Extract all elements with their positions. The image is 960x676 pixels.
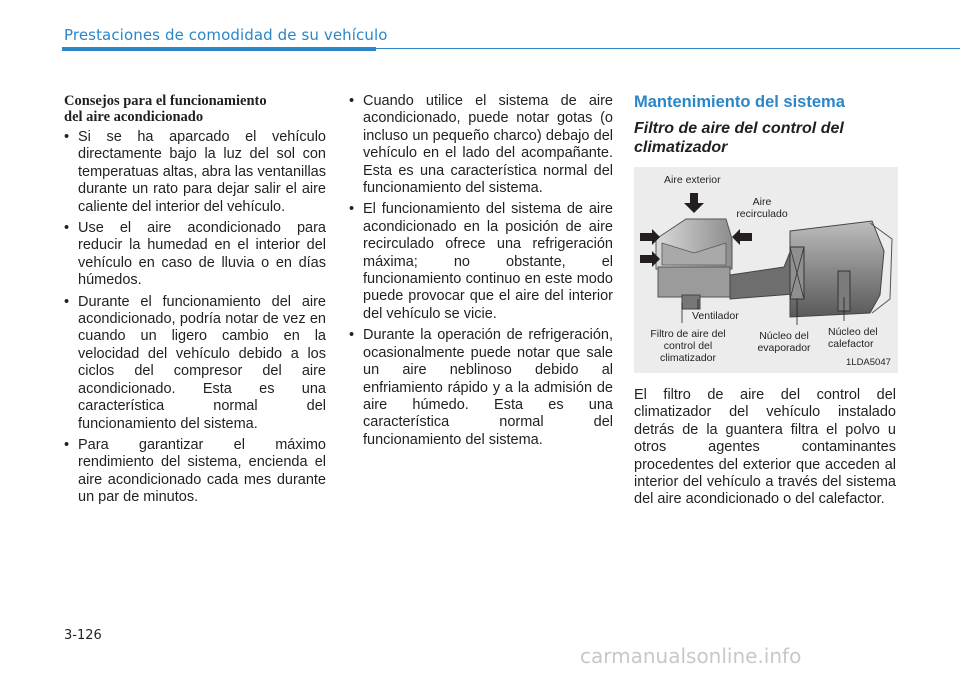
list-item-text: Use el aire acondicionado para reducir la humedad en el interior del vehículo en caso de lluvia o en días húmedos. (78, 220, 326, 289)
maintenance-section-title: Mantenimiento del sistema (634, 93, 845, 111)
bullet-dot: • (349, 93, 355, 109)
hvac-illustration (634, 167, 898, 373)
bullet-dot: • (64, 129, 70, 145)
label-heater-line1: Núcleo del (828, 326, 878, 338)
list-item (64, 129, 326, 216)
climate-filter-diagram (634, 167, 898, 373)
bullet-dot: • (64, 436, 70, 453)
list-item (349, 201, 613, 323)
list-item-text: Para garantizar el máximo rendimiento del sistema, encienda el aire acondicionado cada mes durante un par de minutos. (78, 436, 326, 506)
header-rule-thick (62, 47, 376, 51)
tips-heading-line2: del aire acondicionado (64, 109, 204, 125)
blower-motor (682, 295, 700, 309)
list-item-text: Durante el funcionamiento del aire acondicionado, podría notar de vez en cuando un ligero cambio en la velocidad del vehículo debido a los ciclos del compresor del aire acondicionado. Esta es una característica normal del funcionamiento del sistema. (78, 293, 326, 432)
list-item-text: Durante la operación de refrigeración, ocasionalmente puede notar que sale un aire neblinoso debido al enfriamiento rápido y a la admisión de aire húmedo. Esta es una característica normal del funcionamiento del sistema. (363, 327, 613, 448)
filter-subsection-title (634, 119, 896, 157)
label-outside-air: Aire exterior (664, 174, 721, 186)
outside-air-arrow (684, 193, 704, 213)
filter-description: El filtro de aire del control del climatizador del vehículo instalado detrás de la guantera filtra el polvo u otros agentes contaminantes procedentes del exterior que acceden al interior del vehículo a través del sistema del aire acondicionado o del calefactor. (634, 387, 896, 508)
list-item (64, 294, 326, 433)
bullet-dot: • (349, 201, 355, 218)
blower-housing (658, 267, 730, 297)
label-heater-line2: calefactor (828, 338, 874, 350)
tips-heading-line1: Consejos para el funcionamiento (64, 93, 267, 109)
list-item (349, 327, 613, 449)
right-column (634, 93, 896, 509)
list-item (349, 93, 613, 197)
list-item (64, 220, 326, 290)
list-item (64, 437, 326, 507)
tips-list-continued (349, 93, 613, 449)
section-header-title: Prestaciones de comodidad de su vehículo (64, 26, 388, 44)
header-rule-thin (376, 48, 960, 49)
label-blower: Ventilador (692, 310, 739, 322)
middle-column (349, 93, 613, 453)
label-filter-line3: climatizador (659, 352, 717, 364)
tips-heading (64, 93, 326, 125)
label-recirc-line2: recirculado (736, 208, 788, 220)
filter-subsection-line2: climatizador (634, 139, 728, 156)
label-recirc-line1: Aire (752, 196, 772, 208)
bullet-dot: • (349, 327, 355, 344)
watermark: carmanualsonline.info (580, 644, 802, 668)
left-column (64, 93, 326, 511)
label-filter-line2: control del (663, 340, 713, 352)
recirc-air-arrow (732, 229, 752, 245)
tips-list (64, 129, 326, 507)
label-evaporator-line1: Núcleo del (759, 330, 809, 342)
label-filter-line1: Filtro de aire del (650, 328, 726, 340)
label-evaporator-line2: evaporador (757, 342, 811, 354)
filter-subsection-line1: Filtro de aire del control del (634, 120, 844, 137)
diagram-code: 1LDA5047 (846, 357, 891, 368)
list-item-text: Si se ha aparcado el vehículo directamente bajo la luz del sol con temperatuas altas, abra las ventanillas durante un rato para dejar salir el aire caliente del interior del vehículo. (78, 129, 326, 215)
bullet-dot: • (64, 293, 70, 310)
bullet-dot: • (64, 220, 70, 237)
list-item-text: Cuando utilice el sistema de aire acondicionado, puede notar gotas (o incluso un pequeño charco) debajo del vehículo en el lado del acompañante. Esta es una característica normal del funcionamiento del sistema. (363, 93, 613, 197)
list-item-text: El funcionamiento del sistema de aire acondicionado en la posición de aire recirculado ofrece una refrigeración máxima; no obstante, el funcionamiento continuo en este modo puede provocar que el aire del interior del vehículo se vicie. (363, 201, 613, 322)
page-number: 3-126 (64, 628, 102, 643)
